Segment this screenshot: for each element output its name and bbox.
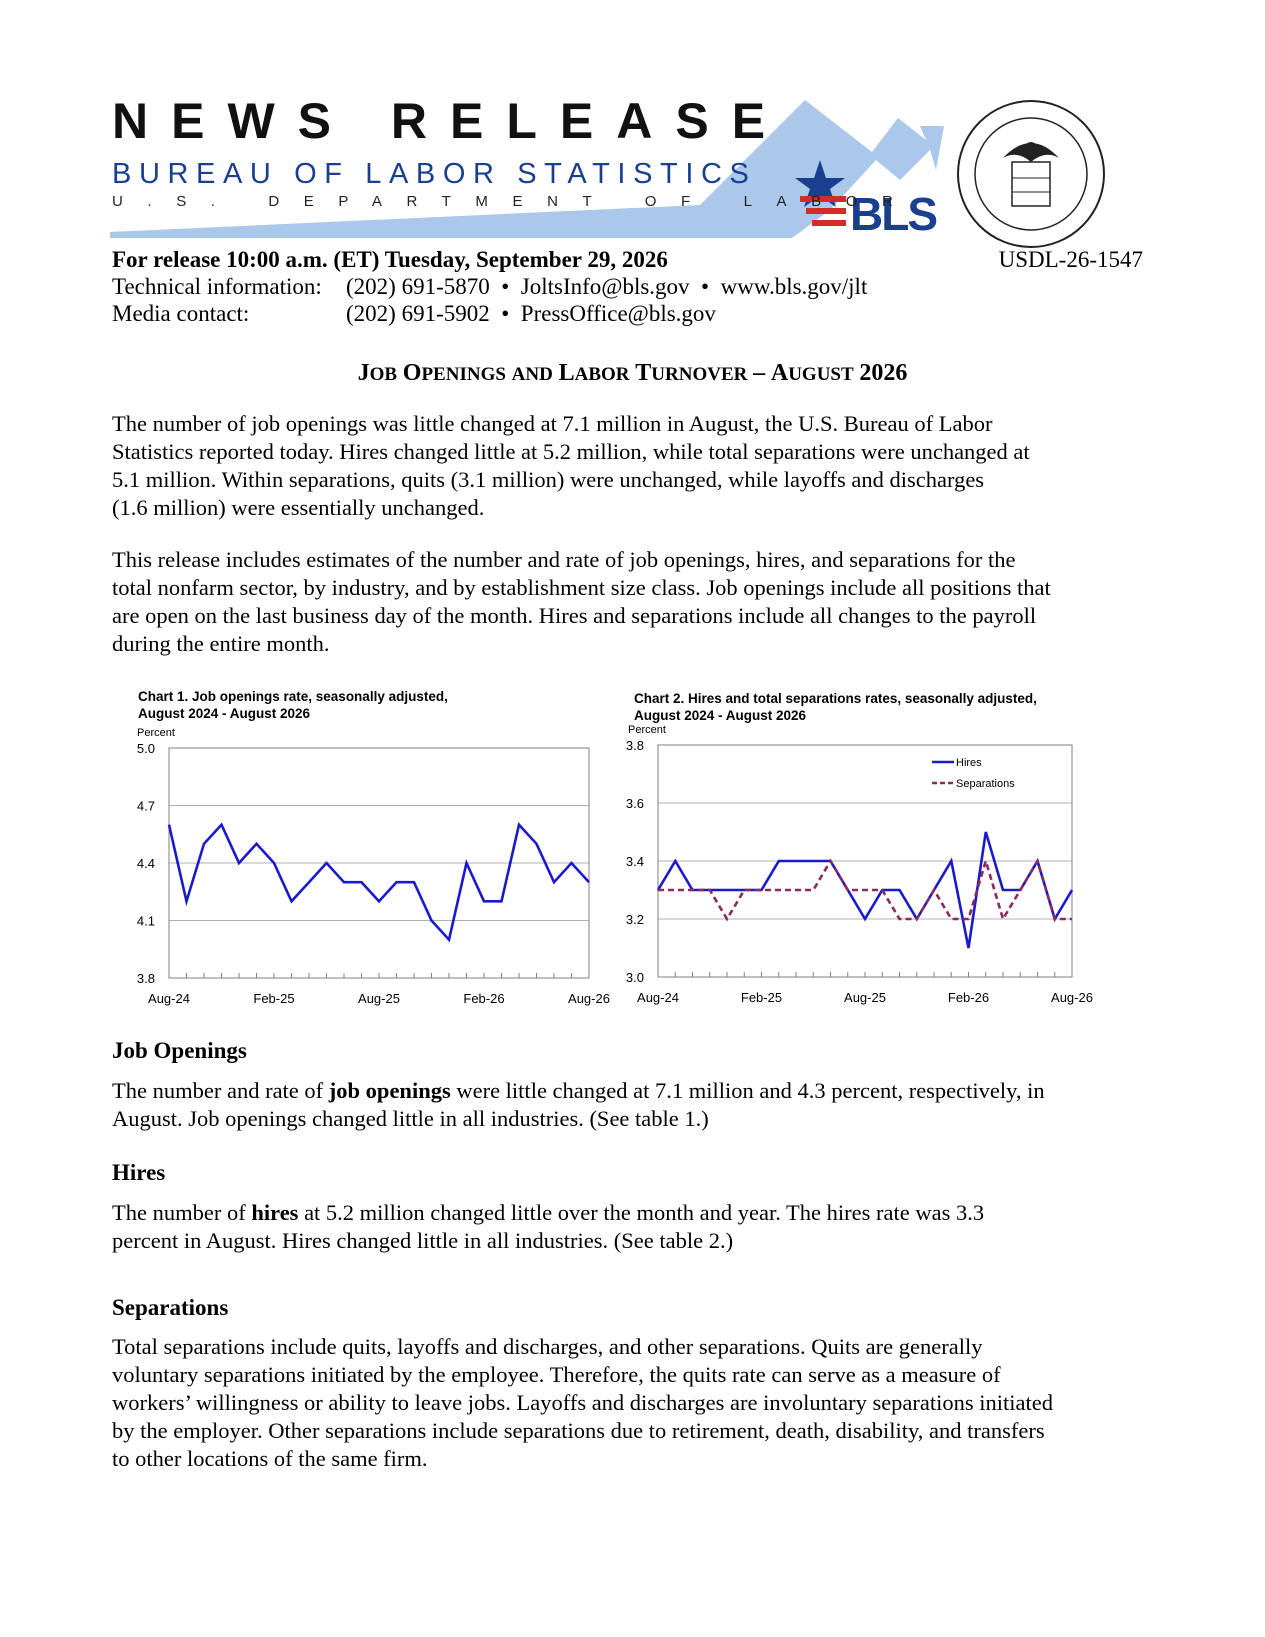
- x-tick-label: Aug-24: [148, 991, 190, 1006]
- legend-label: Separations: [956, 778, 1015, 790]
- bls-logo-text: BLS: [850, 188, 936, 240]
- y-tick-label: 4.1: [136, 913, 155, 929]
- section-heading-job-openings: Job Openings: [112, 1038, 247, 1063]
- series-line-job-openings-rate: [169, 825, 589, 940]
- media-value: (202) 691-5902 • PressOffice@bls.gov: [346, 301, 716, 326]
- y-tick-label: 3.2: [625, 912, 644, 927]
- technical-value: (202) 691-5870 • JoltsInfo@bls.gov • www.bls.gov/jlt: [346, 274, 868, 299]
- intro-paragraph-2: This release includes estimates of the number and rate of job openings, hires, and separations for the total nonfarm sector, by industry, and by establishment size class. Job openings include all positions that are open on the last business day of the month. Hires and separations include all changes to the payroll during the entire month.: [112, 547, 1051, 656]
- title-word: OPENINGS: [402, 360, 506, 386]
- job-openings-paragraph: The number and rate of job openings were little changed at 7.1 million and 4.3 percent, respectively, in August. Job openings changed little in all industries. (See table 1.): [112, 1078, 1045, 1131]
- y-tick-label: 3.0: [625, 970, 644, 985]
- legend-label: Hires: [956, 757, 982, 769]
- title-word: 2026: [859, 360, 908, 386]
- technical-contact: [112, 274, 867, 300]
- chart-job-openings-rate: [130, 688, 620, 1018]
- x-tick-label: Feb-25: [253, 991, 295, 1006]
- release-time: For release 10:00 a.m. (ET) Tuesday, September 29, 2026: [112, 247, 668, 272]
- chart-2-title: Chart 2. Hires and total separations rates, seasonally adjusted, August 2024 - August 2026: [634, 691, 1037, 723]
- chart-hires-separations-rates: [620, 690, 1110, 1020]
- title-word: –: [753, 360, 766, 386]
- news-release-heading: NEWS RELEASE: [112, 93, 789, 149]
- y-tick-label: 3.8: [136, 971, 155, 986]
- chart-1-title: Chart 1. Job openings rate, seasonally adjusted, August 2024 - August 2026: [138, 689, 448, 721]
- title-word: LABOR: [558, 360, 630, 386]
- y-tick-label: 5.0: [136, 741, 155, 756]
- bureau-name: BUREAU OF LABOR STATISTICS: [112, 158, 757, 190]
- department-name: U.S. DEPARTMENT OF LABOR: [112, 193, 918, 210]
- technical-label: Technical information:: [112, 274, 322, 299]
- x-tick-label: Feb-26: [463, 991, 505, 1006]
- title-word: AUGUST: [770, 360, 854, 386]
- title-word: TURNOVER: [635, 360, 748, 386]
- title-word: AND: [511, 364, 553, 385]
- bls-stripe-3: [812, 220, 846, 226]
- separations-paragraph: Total separations include quits, layoffs and discharges, and other separations. Quits are generally voluntary separations initiated by the employee. Therefore, the quits rate can serve as a measure of workers’ willingness or ability to leave jobs. Layoffs and discharges are involuntary separations initiated by the employer. Other separations include separations due to retirement, death, disability, and transfers to other locations of the same firm.: [112, 1334, 1054, 1471]
- y-tick-label: 3.4: [625, 854, 644, 869]
- media-label: Media contact:: [112, 301, 250, 326]
- y-tick-label: 4.7: [136, 798, 155, 814]
- page-title: [0, 360, 1265, 387]
- x-tick-label: Aug-26: [568, 991, 610, 1006]
- y-tick-label: 3.6: [625, 796, 644, 811]
- x-tick-label: Aug-25: [844, 990, 886, 1005]
- dol-seal-icon: [958, 101, 1104, 247]
- y-axis-label: Percent: [137, 727, 175, 739]
- chart-1-plot: [130, 688, 620, 1018]
- title-word: JOB: [357, 360, 398, 386]
- y-tick-label: 3.8: [625, 738, 644, 753]
- x-tick-label: Feb-25: [740, 990, 783, 1005]
- release-id: USDL-26-1547: [998, 247, 1143, 272]
- x-tick-label: Feb-26: [947, 990, 990, 1005]
- x-tick-label: Aug-26: [1051, 990, 1093, 1005]
- y-tick-label: 4.4: [136, 856, 155, 871]
- x-tick-label: Aug-24: [637, 990, 679, 1005]
- chart-2-plot: [620, 690, 1110, 1020]
- masthead: [0, 0, 1265, 250]
- hires-paragraph: The number of hires at 5.2 million changed little over the month and year. The hires rate was 3.3 percent in August. Hires changed little in all industries. (See table 2.): [112, 1200, 985, 1253]
- x-tick-label: Aug-25: [358, 991, 400, 1006]
- y-axis-label: Percent: [628, 724, 666, 736]
- section-heading-separations: Separations: [112, 1295, 229, 1320]
- section-heading-hires: Hires: [112, 1160, 166, 1185]
- intro-paragraph-1: The number of job openings was little changed at 7.1 million in August, the U.S. Bureau of Labor Statistics reported today. Hires changed little at 5.2 million, while total separations were unchanged at 5.1 million. Within separations, quits (3.1 million) were unchanged, while layoffs and discharges (1.6 million) were essentially unchanged.: [112, 411, 1030, 520]
- media-contact: [112, 301, 716, 327]
